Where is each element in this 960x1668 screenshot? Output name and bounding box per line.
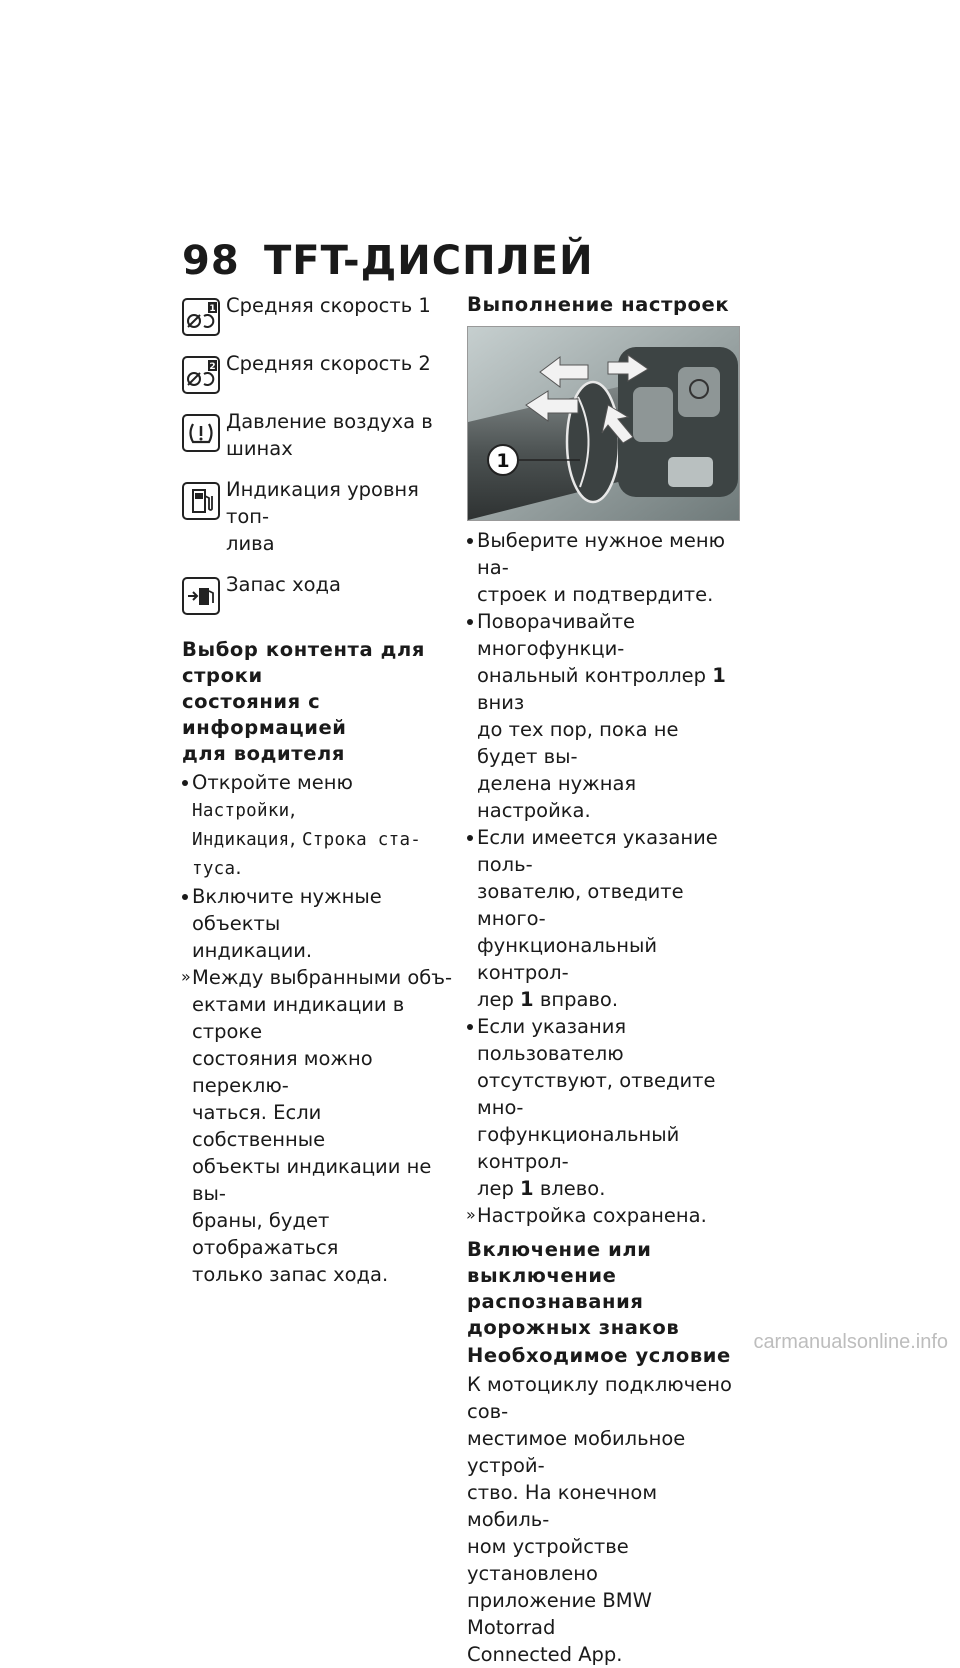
- instruction-push-right: Если имеется указание поль- зователю, отведите много- функциональный контрол- лер 1 вправо.: [467, 824, 739, 1013]
- tyre-pressure-icon: [182, 414, 220, 452]
- watermark-footer: carmanualsonline.info: [753, 1331, 948, 1353]
- icon-label: Средняя скорость 1: [226, 294, 431, 317]
- icon-label: Индикация уровня топ- лива: [226, 478, 419, 555]
- right-column: [467, 292, 739, 1668]
- callout-1: 1: [496, 450, 510, 472]
- icon-label: Запас хода: [226, 573, 341, 596]
- section-heading-traffic-signs: Включение или выключение распознавания дорожных знаков: [467, 1238, 680, 1339]
- section-heading-settings: Выполнение настроек: [467, 293, 730, 316]
- average-speed-2-icon: [182, 356, 220, 394]
- icon-row-fuel-level: [182, 476, 454, 557]
- result-saved: » Настройка сохранена.: [467, 1202, 739, 1229]
- icon-row-range: [182, 571, 454, 615]
- controller-photo: [467, 326, 740, 521]
- page-number: 98: [182, 238, 240, 284]
- icon-row-tyre-pressure: [182, 408, 454, 462]
- page-header: [182, 238, 594, 284]
- instruction-turn-controller: Поворачивайте многофункци- ональный контроллер 1 вниз до тех пор, пока не будет вы- делена нужная настройка.: [467, 608, 739, 824]
- left-column: [182, 292, 454, 1288]
- result-switch-objects: » Между выбранными объ- ектами индикации в строке состояния можно переклю- чаться. Если собственные объекты индикации не вы- браны, будет отображаться только запас хода.: [182, 964, 454, 1288]
- average-speed-1-icon: [182, 298, 220, 336]
- icon-row-avg-speed-2: [182, 350, 454, 394]
- instruction-select-menu: Выберите нужное меню на- строек и подтвердите.: [467, 527, 739, 608]
- instruction-enable-objects: Включите нужные объекты индикации.: [182, 883, 454, 964]
- section-heading-status-line: Выбор контента для строки состояния с информацией для водителя: [182, 638, 425, 765]
- subheading-prerequisite: Необходимое условие: [467, 1344, 731, 1367]
- instruction-push-left: Если указания пользователю отсутствуют, отведите мно- гофункциональный контрол- лер 1 влево.: [467, 1013, 739, 1202]
- icon-label: Давление воздуха в шинах: [226, 410, 433, 460]
- svg-text:1: 1: [209, 304, 216, 314]
- icon-row-avg-speed-1: [182, 292, 454, 336]
- range-icon: [182, 577, 220, 615]
- instruction-open-menu: Откройте меню Настройки, Индикация, Строка ста- туса.: [182, 769, 454, 883]
- fuel-level-icon: [182, 482, 220, 520]
- icon-label: Средняя скорость 2: [226, 352, 431, 375]
- svg-text:2: 2: [209, 362, 216, 372]
- prerequisite-text: К мотоциклу подключено сов- местимое мобильное устрой- ство. На конечном мобиль- ном устройстве установлено приложение BMW Motorrad Connected App.: [467, 1373, 732, 1666]
- page-title: TFT-ДИСПЛЕЙ: [264, 238, 594, 284]
